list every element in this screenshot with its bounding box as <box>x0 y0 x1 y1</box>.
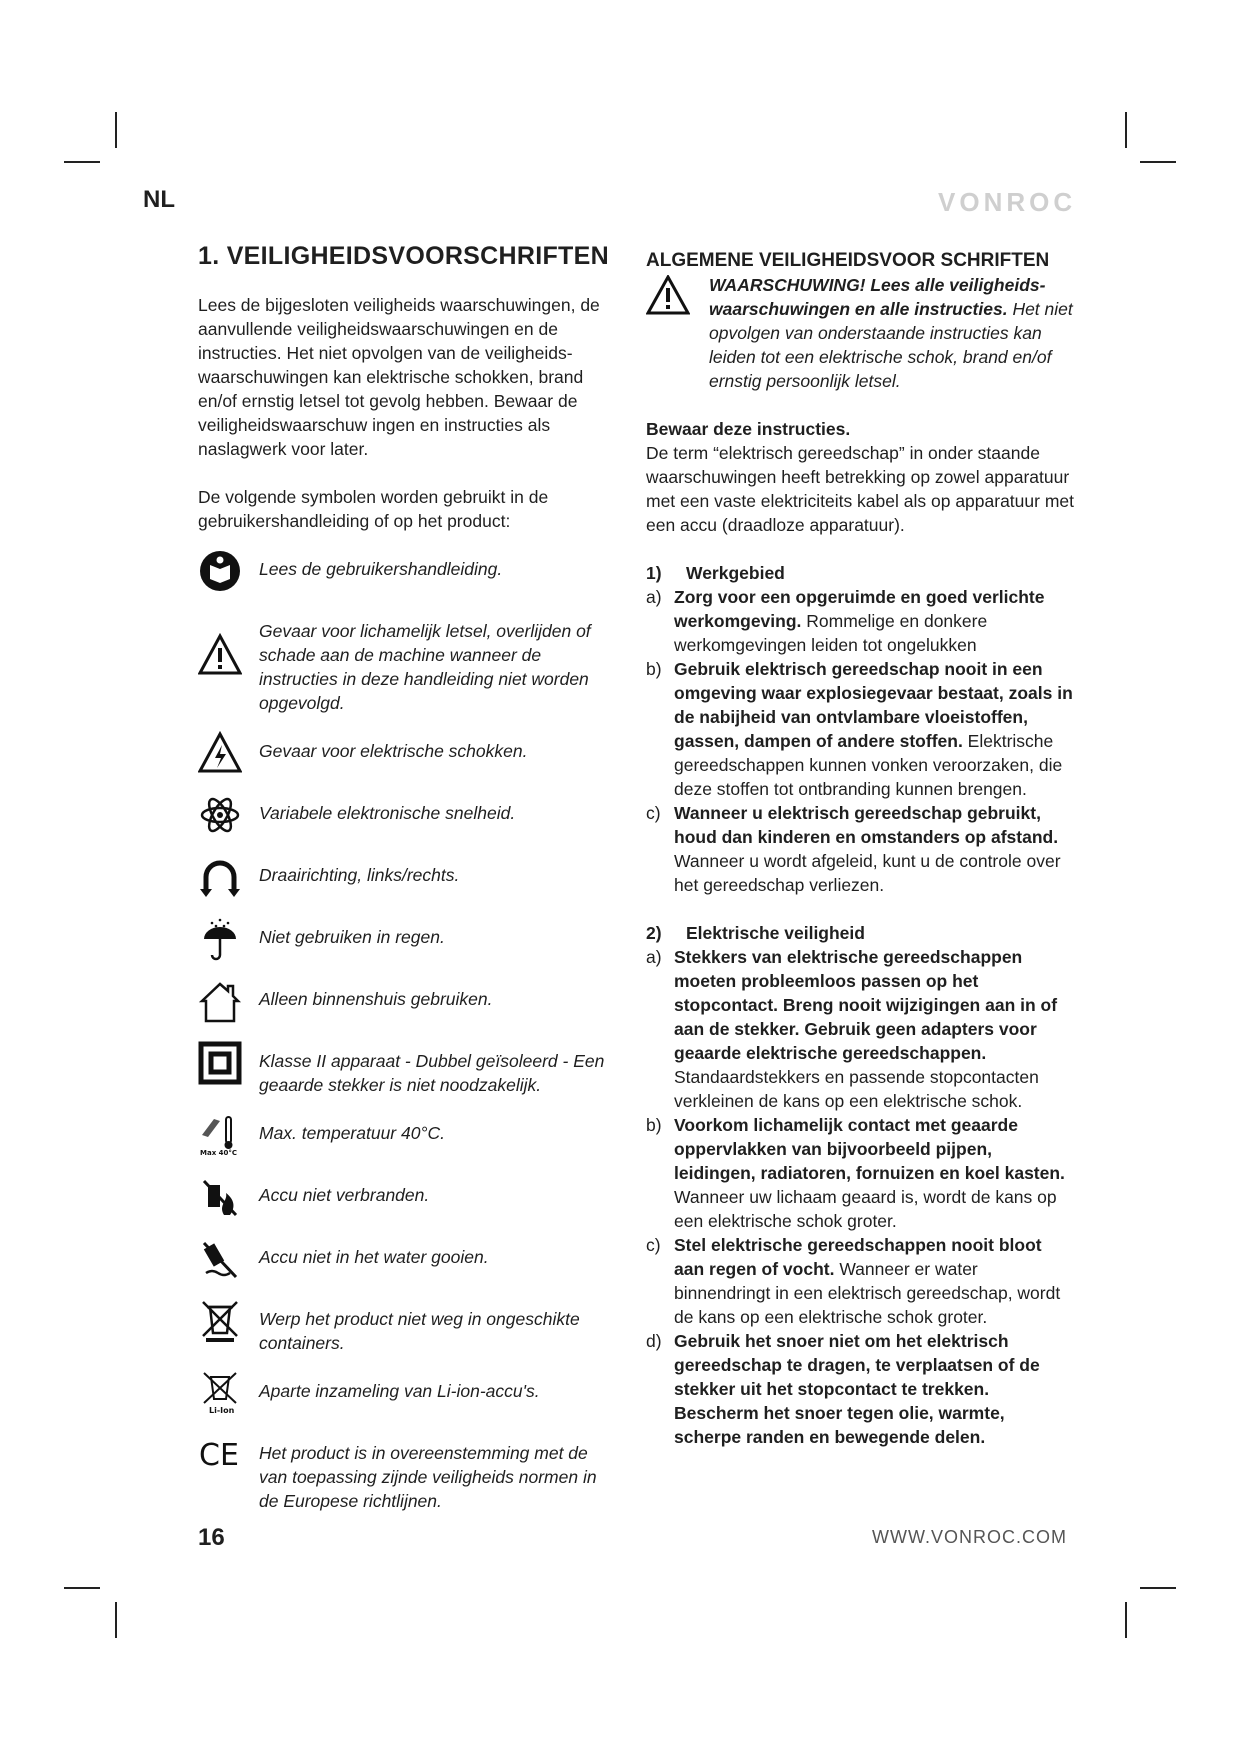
manual-icon <box>198 549 244 595</box>
symbol-text: Gevaar voor lichamelijk letsel, overlijden of schade aan de machine wanneer de instructies in deze handleiding niet worden opgevolgd. <box>259 621 591 713</box>
list-item: a) Stekkers van elektrische gereedschappen moeten probleemloos passen op het stopcontact. Breng nooit wijzigingen aan in of aan de stekker. Gebruik geen adapters voor geaarde elektrische gereedschappen. Standaardstekkers en passende stopcontacten verkleinen de kans op een elektrische schok. <box>646 947 1058 1111</box>
general-safety-title: ALGEMENE VEILIGHEIDSVOOR SCHRIFTEN <box>646 250 1050 271</box>
rotation-icon <box>198 855 244 901</box>
website-link[interactable]: WWW.VONROC.COM <box>872 1527 1067 1547</box>
symbol-text: Klasse II apparaat - Dubbel geïsoleerd - Een geaarde stekker is niet noodzakelijk. <box>259 1051 605 1095</box>
no-water-battery-icon <box>198 1237 244 1283</box>
list-item: c) Stel elektrische gereedschappen nooit bloot aan regen of vocht. Wanneer er water binnendringt in een elektrisch gereedschap, wordt de kans op een elektrische schok groter. <box>646 1235 1061 1327</box>
crop-mark <box>115 1602 117 1638</box>
electric-shock-icon <box>198 731 244 777</box>
symbol-text: Gevaar voor elektrische schokken. <box>259 741 528 761</box>
crop-mark <box>64 161 100 163</box>
warning-triangle-icon <box>198 633 244 679</box>
list-item: c) Wanneer u elektrisch gereedschap gebruikt, houd dan kinderen en omstanders op afstand. Wanneer u wordt afgeleid, kunt u de controle over het gereedschap verliezen. <box>646 803 1061 895</box>
symbol-text: Niet gebruiken in regen. <box>259 927 445 947</box>
symbol-row <box>198 801 618 839</box>
list-item: b) Gebruik elektrisch gereedschap nooit in een omgeving waar explosiegevaar bestaat, zoals in de nabijheid van ontvlambare vloeistoffen, gassen, dampen of andere stoffen. Elektrische gereedschappen kunnen vonken veroorzaken, die deze stoffen tot ontbranding kunnen brengen. <box>646 659 1073 799</box>
symbol-row <box>198 863 618 901</box>
symbols-intro: De volgende symbolen worden gebruikt in de gebruikershandleiding of op het product: <box>198 487 549 531</box>
thermometer-icon <box>198 1113 244 1159</box>
double-insulated-icon <box>198 1041 244 1087</box>
li-ion-label: Li-Ion <box>209 1406 235 1415</box>
section-title: 1. VEILIGHEIDSVOORSCHRIFTEN <box>198 242 609 270</box>
symbol-row <box>198 1307 618 1355</box>
warning-text: Het niet opvolgen van onderstaande instructies kan leiden tot een elektrische schok, brand en/of ernstig persoonlijk letsel. <box>709 299 1073 391</box>
symbol-row <box>198 739 618 777</box>
no-fire-battery-icon <box>198 1175 244 1221</box>
ce-label: CE <box>199 1438 239 1473</box>
symbol-text: Werp het product niet weg in ongeschikte containers. <box>259 1309 580 1353</box>
list-item: a) Zorg voor een opgeruimde en goed verlichte werkomgeving. Rommelige en donkere werkomgevingen leiden tot ongelukken <box>646 587 1045 655</box>
symbol-text: Lees de gebruikershandleiding. <box>259 559 503 579</box>
symbol-text: Aparte inzameling van Li-ion-accu's. <box>259 1381 540 1401</box>
language-code: NL <box>143 186 175 213</box>
symbol-text: Max. temperatuur 40°C. <box>259 1123 445 1143</box>
symbol-row <box>198 1183 618 1221</box>
symbol-row <box>198 619 618 715</box>
crop-mark <box>1125 112 1127 148</box>
symbol-row <box>198 1049 618 1097</box>
symbol-row <box>198 987 618 1025</box>
li-ion-bin-icon <box>198 1371 244 1417</box>
list-item: b) Voorkom lichamelijk contact met geaarde oppervlakken van bijvoorbeeld pijpen, leidingen, radiatoren, fornuizen en koel kasten. Wanneer uw lichaam geaard is, wordt de kans op een elektrische schok groter. <box>646 1115 1065 1231</box>
intro-paragraph: Lees de bijgesloten veiligheids waarschuwingen, de aanvullende veiligheidswaarschuwingen en de instructies. Het niet opvolgen van de veiligheids-waarschuwingen kan elektrische schokken, brand en/of ernstig letsel tot gevolg hebben. Bewaar de veiligheidswaarschuw ingen en instructies als naslagwerk voor later. <box>198 295 600 459</box>
left-column <box>198 244 618 1513</box>
crop-mark <box>64 1587 100 1589</box>
symbol-row <box>198 1379 618 1417</box>
symbol-text: Alleen binnenshuis gebruiken. <box>259 989 493 1009</box>
symbol-text: Accu niet verbranden. <box>259 1185 430 1205</box>
thermometer-label: Max 40°C <box>200 1149 238 1157</box>
symbol-row <box>198 1438 618 1513</box>
symbol-row <box>198 925 618 963</box>
section-heading: 1) Werkgebied <box>646 563 785 583</box>
list-item: d) Gebruik het snoer niet om het elektrisch gereedschap te dragen, te verplaatsen of de stekker uit het stopcontact te trekken. Bescherm het snoer tegen olie, warmte, scherpe randen en bewegende delen. <box>646 1331 1040 1447</box>
crop-mark <box>115 112 117 148</box>
symbol-text: Het product is in overeenstemming met de van toepassing zijnde veiligheids normen in de Europese richtlijnen. <box>259 1443 597 1511</box>
page-number: 16 <box>198 1524 225 1551</box>
warning-bold: WAARSCHUWING! Lees alle veiligheids-waarschuwingen en alle instructies. <box>709 275 1046 319</box>
right-column <box>646 249 1076 1449</box>
symbol-text: Accu niet in het water gooien. <box>259 1247 489 1267</box>
symbol-text: Draairichting, links/rechts. <box>259 865 460 885</box>
house-icon <box>198 979 244 1025</box>
ce-mark-icon <box>198 1433 244 1479</box>
warning-block <box>646 273 1076 393</box>
umbrella-rain-icon <box>198 917 244 963</box>
warning-triangle-icon <box>646 275 696 321</box>
section-heading: 2) Elektrische veiligheid <box>646 923 865 943</box>
crop-mark <box>1140 1587 1176 1589</box>
symbol-row <box>198 557 618 595</box>
brand-logo: VONROC <box>938 187 1077 217</box>
symbol-text: Variabele elektronische snelheid. <box>259 803 516 823</box>
keep-instructions-heading: Bewaar deze instructies. <box>646 419 851 439</box>
crop-mark <box>1125 1602 1127 1638</box>
crop-mark <box>1140 161 1176 163</box>
crossed-bin-icon <box>198 1299 244 1345</box>
symbol-row <box>198 1121 618 1159</box>
speed-control-icon <box>198 793 244 839</box>
keep-instructions-text: De term “elektrisch gereedschap” in onder staande waarschuwingen heeft betrekking op zowel apparatuur met een vaste elektriciteits kabel als op apparatuur met een accu (draadloze apparatuur). <box>646 443 1074 535</box>
symbol-row <box>198 1245 618 1283</box>
